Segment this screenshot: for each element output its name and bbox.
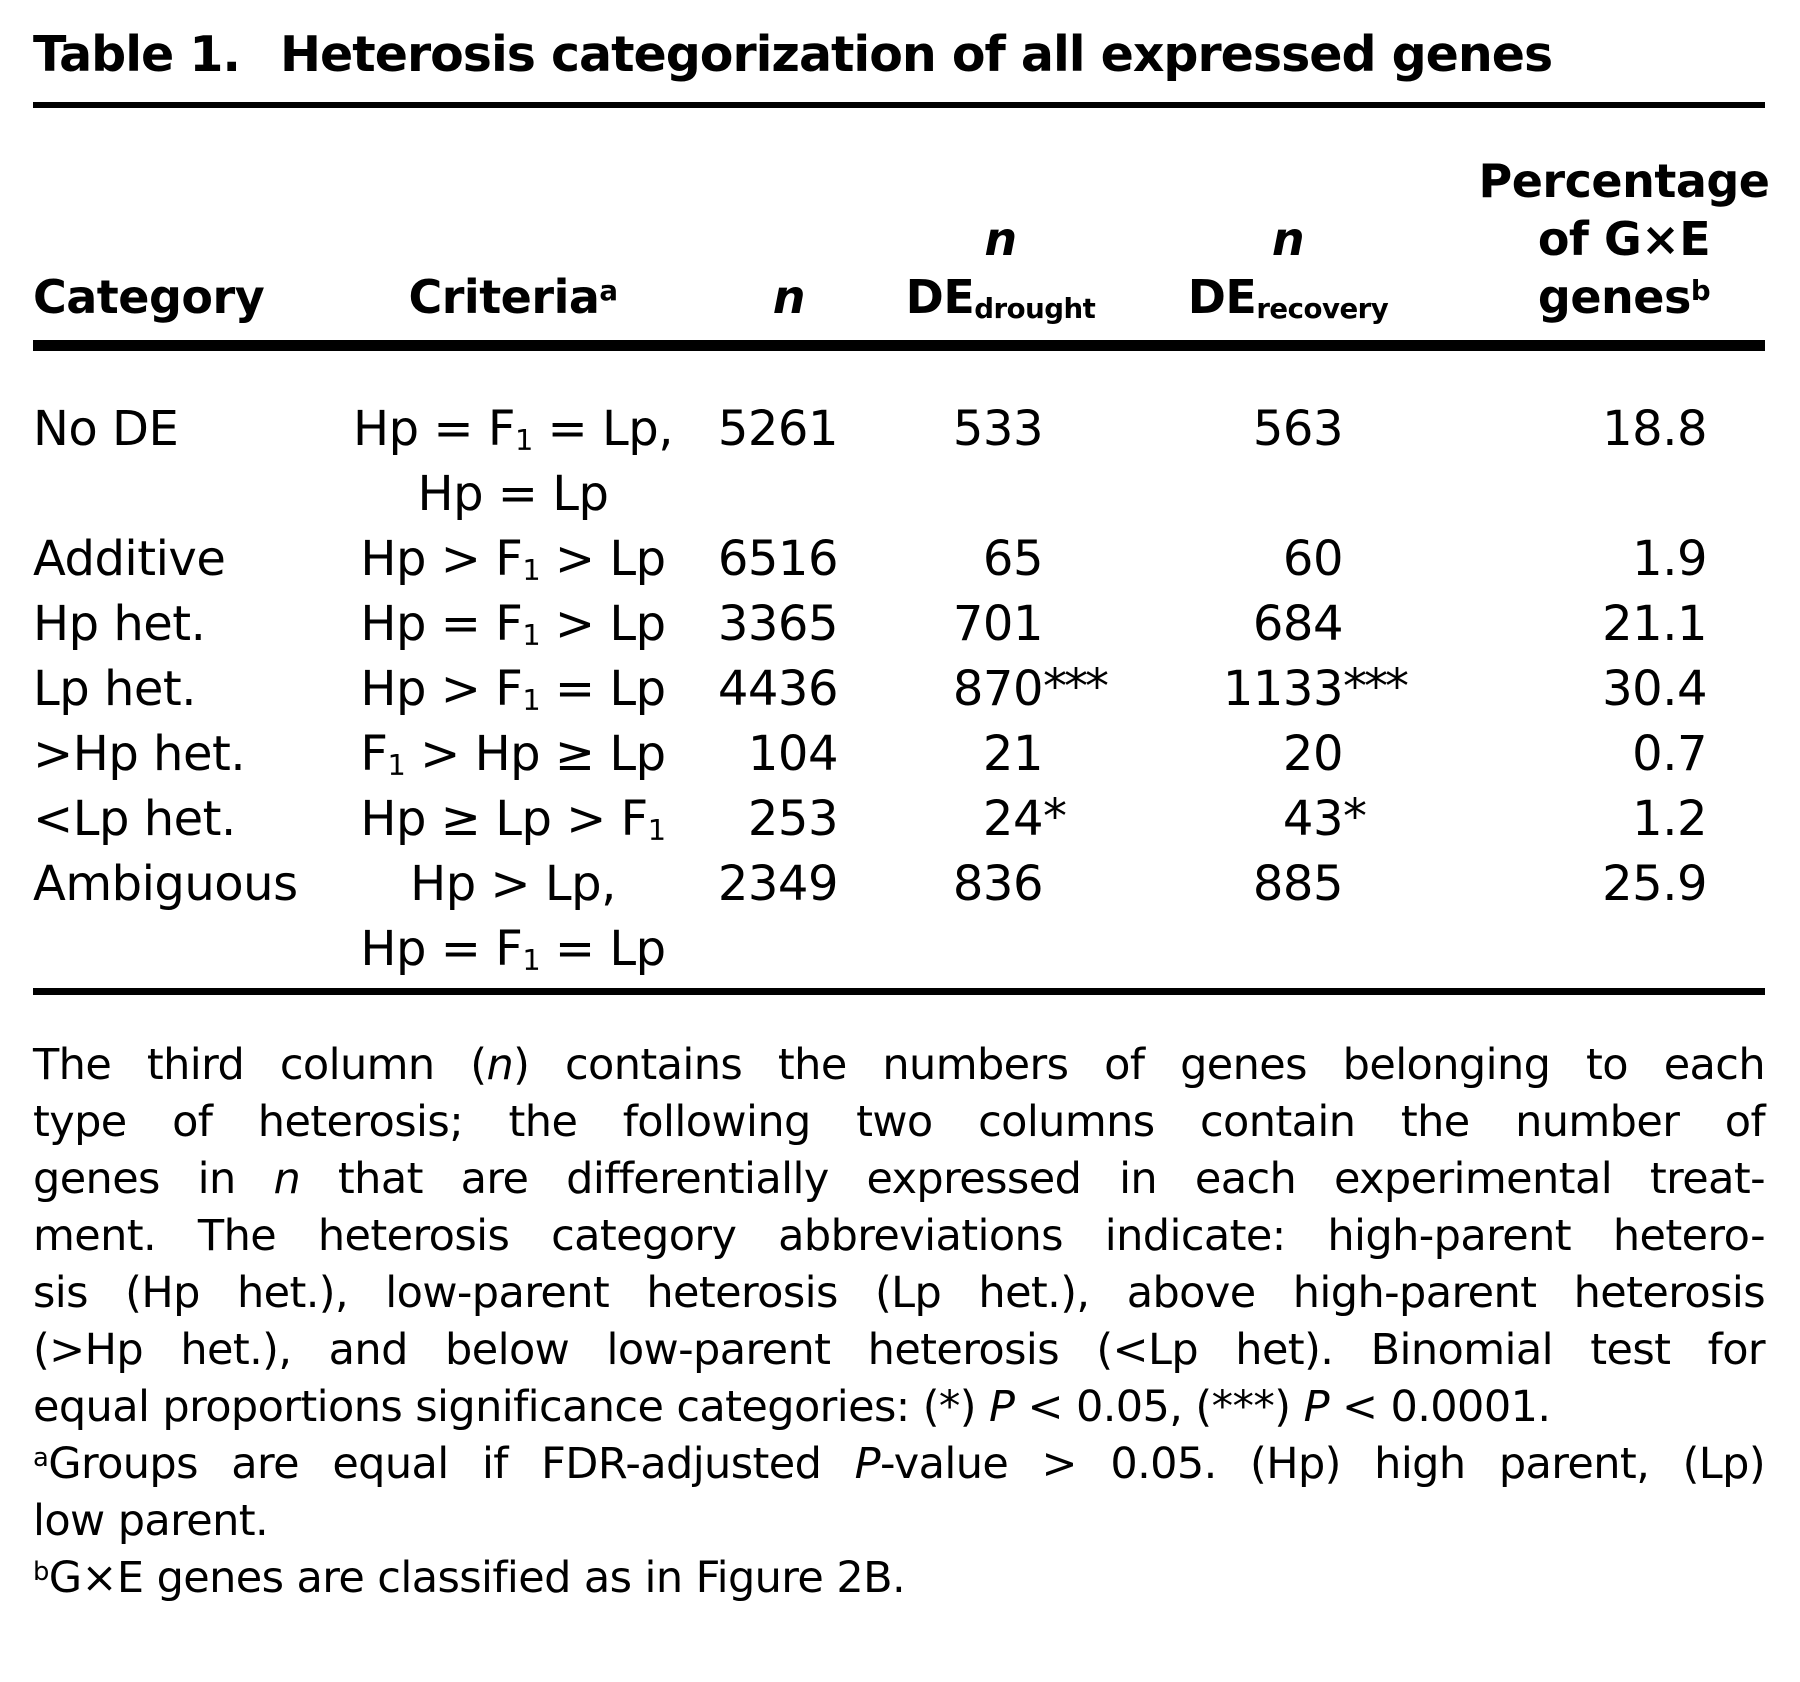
- row-category: <Lp het.: [33, 791, 236, 847]
- row-de-drought: [838, 657, 1106, 722]
- row-criteria: [343, 397, 683, 527]
- table-row-lp-het: [33, 657, 1765, 722]
- row-percentage: 0.7: [1632, 726, 1707, 782]
- row-criteria: [343, 722, 683, 787]
- significance-stars: ***: [1043, 659, 1106, 715]
- row-percentage: 30.4: [1602, 661, 1707, 717]
- row-de-recovery: [1043, 592, 1343, 657]
- row-n: 4436: [717, 661, 838, 717]
- value: 701: [952, 596, 1043, 652]
- criteria-line: Hp > F1 = Lp: [360, 661, 666, 718]
- row-percentage: 1.2: [1632, 791, 1707, 847]
- criteria-line: Hp ≥ Lp > F1: [360, 791, 666, 848]
- header-n-de-recovery-main: DErecovery: [1187, 270, 1389, 325]
- criteria-line: Hp = F1 = Lp,: [353, 401, 673, 458]
- bottom-rule: [33, 988, 1765, 995]
- row-category: Lp het.: [33, 661, 196, 717]
- row-category: Additive: [33, 531, 226, 587]
- row-percentage: 18.8: [1602, 401, 1707, 457]
- criteria-line: Hp = Lp: [417, 466, 609, 522]
- header-n-de-drought-top: n: [984, 212, 1017, 266]
- table-number: Table 1.: [33, 26, 241, 83]
- value: 20: [1282, 726, 1343, 782]
- value: 1133: [1222, 661, 1343, 717]
- footnote-line: genes in n that are differentially expressed in each experimental treat-: [33, 1154, 1766, 1204]
- row-criteria: [343, 527, 683, 592]
- footnote-line: sis (Hp het.), low-parent heterosis (Lp het.), above high-parent heterosis: [33, 1268, 1765, 1318]
- value: 24: [982, 791, 1043, 847]
- criteria-line: Hp = F1 > Lp: [360, 596, 666, 653]
- row-n: 2349: [717, 856, 838, 912]
- footnote-line: (>Hp het.), and below low-parent heterosis (<Lp het). Binomial test for: [33, 1325, 1765, 1375]
- row-de-drought: [838, 787, 1064, 852]
- header-n-de-drought-main: DEdrought: [905, 270, 1096, 325]
- footnote-line: equal proportions significance categories: (*) P < 0.05, (***) P < 0.0001.: [33, 1382, 1551, 1432]
- significance-stars: *: [1343, 789, 1364, 845]
- footnote-line-a: $^a$Groups are equal if FDR-adjusted P-value > 0.05. (Hp) high parent, (Lp): [33, 1439, 1765, 1489]
- value: 65: [982, 531, 1043, 587]
- footnote-line: low parent.: [33, 1496, 269, 1546]
- row-criteria: [343, 787, 683, 852]
- header-criteria: Criteria$^a$: [408, 270, 618, 324]
- table-row-below-lp-het: [33, 787, 1765, 852]
- value: 21: [982, 726, 1043, 782]
- table-row-no-de: [33, 397, 1765, 527]
- row-category: No DE: [33, 401, 179, 457]
- footnote-line: ment. The heterosis category abbreviations indicate: high-parent hetero-: [33, 1211, 1765, 1261]
- row-category: >Hp het.: [33, 726, 246, 782]
- value: 870: [952, 661, 1043, 717]
- header-n-de-recovery-top: n: [1271, 212, 1305, 266]
- value: 533: [952, 401, 1043, 457]
- table-row-hp-het: [33, 592, 1765, 657]
- value: 885: [1252, 856, 1343, 912]
- significance-stars: ***: [1343, 659, 1406, 715]
- header-percentage-line1: Percentage: [1478, 154, 1770, 208]
- row-de-recovery: [1043, 722, 1343, 787]
- header-n-de-drought: [838, 210, 1096, 326]
- row-de-drought: [838, 592, 1043, 657]
- row-n: 104: [747, 726, 838, 782]
- value: 836: [952, 856, 1043, 912]
- row-de-drought: [838, 527, 1043, 592]
- footnote-line: The third column (n) contains the numbers of genes belonging to each: [33, 1040, 1765, 1090]
- table-footnote: [33, 1037, 1765, 1607]
- criteria-line: Hp > F1 > Lp: [360, 531, 666, 588]
- table-row-ambiguous: [33, 852, 1765, 982]
- row-criteria: [343, 592, 683, 657]
- row-de-recovery: [1043, 527, 1343, 592]
- table-title: [33, 26, 1765, 84]
- footnote-line-b: $^b$G×E genes are classified as in Figure 2B.: [33, 1553, 906, 1603]
- table-caption: Heterosis categorization of all expressed genes: [280, 26, 1553, 83]
- row-criteria: [343, 852, 683, 982]
- criteria-line: Hp = F1 = Lp: [360, 921, 666, 978]
- row-de-recovery: [1043, 397, 1343, 462]
- row-de-drought: [838, 397, 1043, 462]
- row-de-recovery: [1043, 852, 1343, 917]
- table-row-above-hp-het: [33, 722, 1765, 787]
- value: 43: [1282, 791, 1343, 847]
- header-percentage-line3: genes$^b$: [1537, 270, 1711, 324]
- row-n: 3365: [717, 596, 838, 652]
- row-percentage: 25.9: [1602, 856, 1707, 912]
- row-n: 6516: [717, 531, 838, 587]
- row-category: Ambiguous: [33, 856, 298, 912]
- table-header-row: [33, 108, 1770, 340]
- row-de-drought: [838, 722, 1043, 787]
- value: 684: [1252, 596, 1343, 652]
- row-criteria: [343, 657, 683, 722]
- row-de-drought: [838, 852, 1043, 917]
- criteria-line: Hp > Lp,: [410, 856, 616, 912]
- value: 563: [1252, 401, 1343, 457]
- row-n: 253: [747, 791, 838, 847]
- row-de-recovery: [1043, 787, 1364, 852]
- row-percentage: 21.1: [1602, 596, 1707, 652]
- value: 60: [1282, 531, 1343, 587]
- row-n: 5261: [717, 401, 838, 457]
- header-rule: [33, 340, 1765, 351]
- table-row-additive: [33, 527, 1765, 592]
- criteria-line: F1 > Hp ≥ Lp: [360, 726, 666, 783]
- footnote-line: type of heterosis; the following two columns contain the number of: [33, 1097, 1765, 1147]
- header-percentage-line2: of G×E: [1537, 212, 1711, 266]
- header-n: n: [772, 270, 805, 324]
- row-category: Hp het.: [33, 596, 206, 652]
- table-body: [33, 351, 1765, 982]
- row-percentage: 1.9: [1632, 531, 1707, 587]
- significance-stars: *: [1043, 789, 1064, 845]
- header-category: Category: [33, 270, 265, 324]
